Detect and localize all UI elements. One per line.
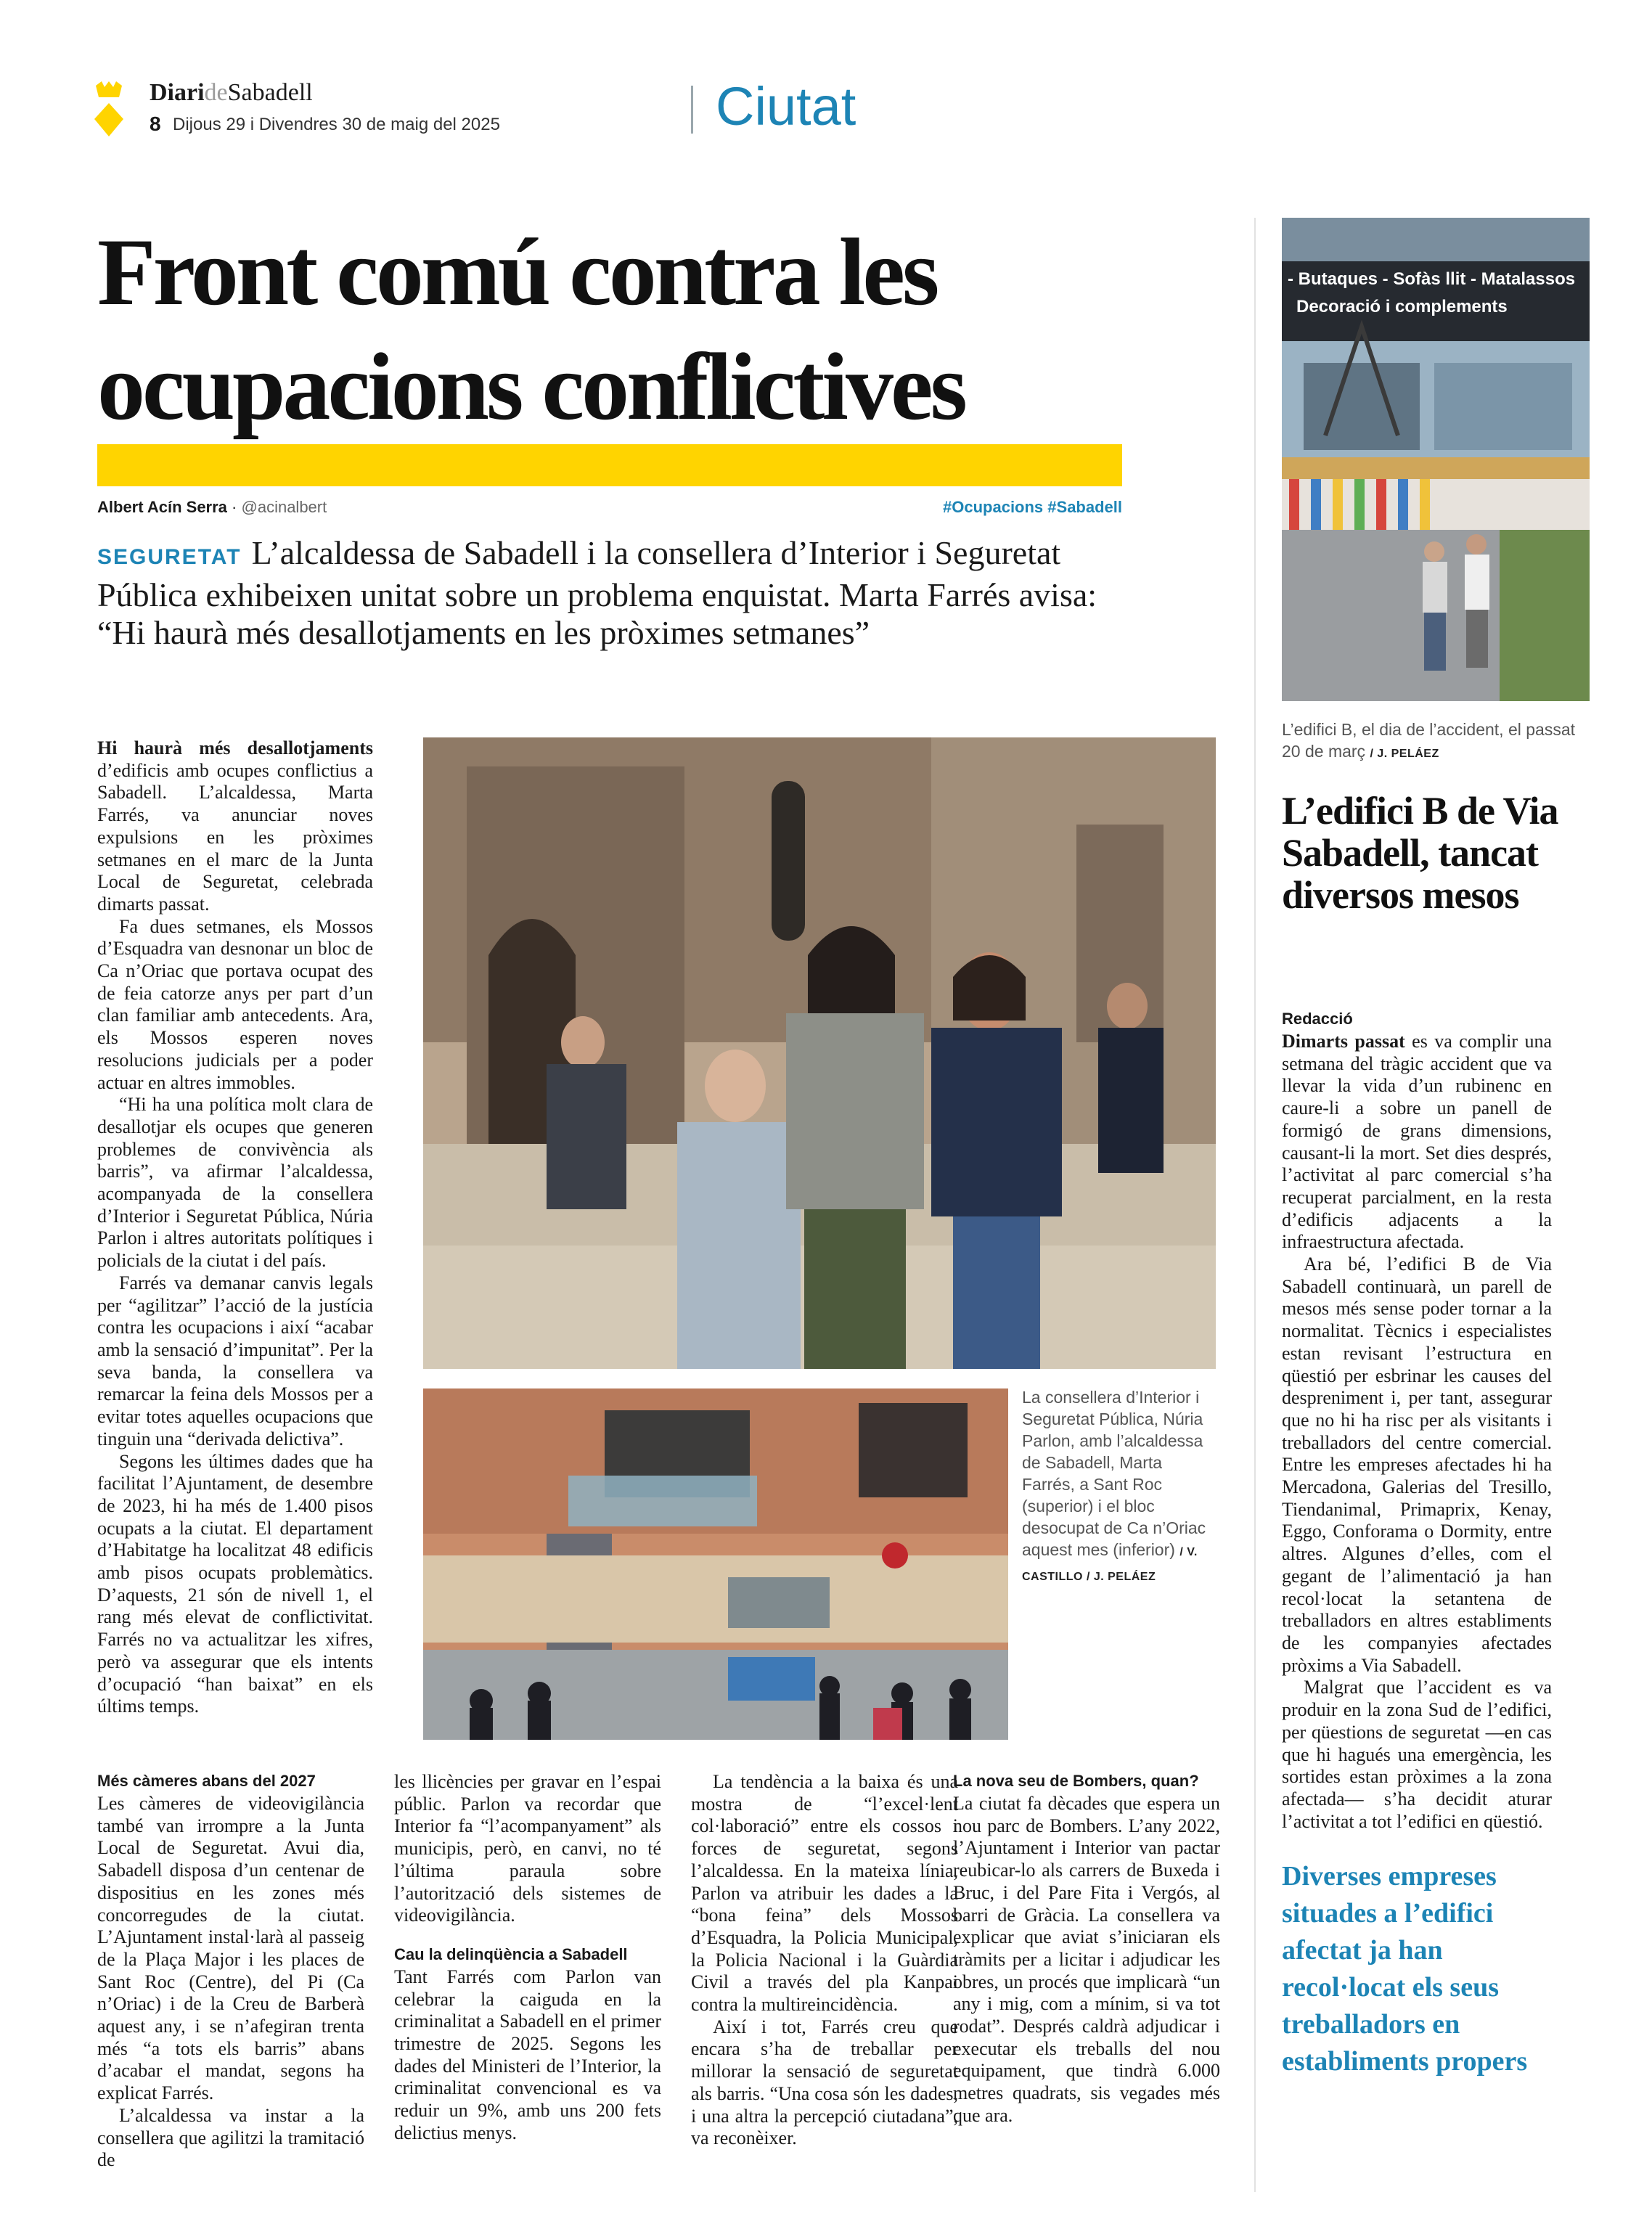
- article-column-5: [953, 1771, 1220, 2127]
- lead-in: Hi haurà més desallotjaments: [97, 737, 373, 758]
- paragraph: les llicències per gravar en l’espai públic. Parlon va recordar que Interior fa “l’acompanyament” als municipis, però, en canvi, no té l’última paraula sobre l’autorització dels sistemes de videovigilància.: [394, 1771, 661, 1926]
- sidebar-body: [1282, 1031, 1552, 1833]
- photo-caption: [1022, 1386, 1219, 1588]
- paragraph: La tendència a la baixa és una mostra de “l’excel·lent col·laboració” entre els cossos i forces de seguretat, segons l’alcaldessa. En la mateixa línia, Parlon va atribuir les dades a la “bona feina” dels Mossos d’Esquadra, la Policia Municipal, la Policia Nacional i la Guàrdia Civil a través del pla Kanpai contra la multireincidència.: [691, 1771, 958, 2016]
- article-column-1: [97, 737, 373, 1718]
- paragraph: es va complir una setmana del tràgic accident que va llevar la vida d’un rubinenc en caure-li a sobre un panell de formigó de grans dimensions, causant-li la mort. Set dies després, l’activitat al parc comercial s’ha recuperat parcialment, en la resta d’edificis adjacents a la infraestructura afectada.: [1282, 1031, 1552, 1253]
- building-photo-eviction: [423, 1388, 1008, 1740]
- headline: [97, 215, 1186, 444]
- sidebar-lead-in: Dimarts passat: [1282, 1031, 1405, 1052]
- sidebar-photo-caption: [1282, 719, 1579, 765]
- diari-logo-icon: [93, 81, 125, 139]
- subhead-cameras: Més càmeres abans del 2027: [97, 1772, 316, 1790]
- paragraph: “Hi ha una política molt clara de desallotjar els ocupes que generen problemes de convivència als barris”, va afirmar l’alcaldessa, acompanyada de la consellera d’Interior i Seguretat Pública, Núria Parlon i altres autoritats polítiques i policials de la ciutat i del país.: [97, 1094, 373, 1272]
- byline-separator: ·: [232, 498, 237, 516]
- paragraph: Així i tot, Farrés creu que encara s’ha de treballar per millorar la sensació de seguretat als barris. “Una cosa són les dades, i una altra la percepció ciutadana”, va reconèixer.: [691, 2016, 958, 2149]
- headline-highlight-bar: [97, 444, 1122, 486]
- standfirst: [97, 534, 1128, 652]
- article-column-3: [394, 1771, 661, 2145]
- issue-date: Dijous 29 i Divendres 30 de maig del 2025: [173, 115, 500, 134]
- sidebar-pullquote: Diverses empreses situades a l’edifici afectat ja han recol·locat els seus treballadors en establiments propers: [1282, 1861, 1528, 2077]
- section-divider: [691, 86, 693, 134]
- article-column-2: [97, 1771, 364, 2172]
- paragraph: Farrés va demanar canvis legals per “agilitzar” l’acció de la justícia contra les ocupacions i així “acabar amb la sensació d’impunitat”. Per la seva banda, la consellera va remarcar la feina dels Mossos per a evitar totes aquelles ocupacions que tinguin una “derivada delictiva”.: [97, 1272, 373, 1449]
- paragraph: Tant Farrés com Parlon van celebrar la caiguda en la criminalitat a Sabadell en el primer trimestre de 2025. Segons les dades del Ministeri de l’Interior, la criminalitat convencional es va reduir un 9%, amb uns 200 fets delictius menys.: [394, 1966, 661, 2143]
- byline: [97, 496, 327, 518]
- article-column-4: [691, 1771, 958, 2150]
- paragraph: Fa dues setmanes, els Mossos d’Esquadra van desnonar un bloc de Ca n’Oriac que portava ocupat des de feia catorze anys per part d’un clan familiar amb antecedents. Ara, els Mossos esperen noves resolucions judicials per a poder actuar en altres immobles.: [97, 915, 373, 1093]
- hashtags[interactable]: #Ocupacions #Sabadell: [943, 498, 1122, 516]
- paragraph: Malgrat que l’accident es va produir en la zona Sud de l’edifici, per qüestions de seguretat —en cas que hi hagués una emergència, les sortides estan pròximes a la zona afectada— s’ha decidit aturar l’activitat a tot l’edifici en qüestió.: [1282, 1677, 1552, 1832]
- standfirst-text: L’alcaldessa de Sabadell i la consellera d’Interior i Seguretat Pública exhibeixen unitat sobre un problema enquistat. Marta Farrés avisa: “Hi haurà més desallotjaments en les pròximes setmanes”: [97, 534, 1097, 651]
- page-number: 8: [150, 113, 161, 135]
- sidebar-photo-sign-1: - Butaques - Sofàs llit - Matalassos: [1288, 269, 1576, 289]
- paragraph: Les càmeres de videovigilància també van irrompre a la Junta Local de Seguretat. Avui dia, Sabadell disposa d’un centenar de dispositius en les zones més concorregudes de la ciutat. L’Ajuntament instal·larà al passeig de la Plaça Major i les places de Sant Roc (Centre), del Pi (Ca n’Oriac) i de la Creu de Barberà aquest any, i se n’afegiran trenta més “a tots els barris” abans d’acabar el mandat, segons ha explicat Farrés.: [97, 1793, 364, 2104]
- paragraph: d’edificis amb ocupes conflictius a Sabadell. L’alcaldessa, Marta Farrés, va anunciar noves expulsions en les pròximes setmanes en el marc de la Junta Local de Seguretat, celebrada dimarts passat.: [97, 759, 373, 915]
- photo-credit: / V. CASTILLO / J. PELÁEZ: [1022, 1546, 1198, 1583]
- caption-text: La consellera d’Interior i Seguretat Pública, Núria Parlon, amb l’alcaldessa de Sabadell, Marta Farrés, a Sant Roc (superior) i el bloc desocupat de Ca n’Oriac aquest mes (inferior): [1022, 1388, 1206, 1559]
- sidebar-title: L’edifici B de Via Sabadell, tancat diversos mesos: [1282, 789, 1558, 917]
- headline-line-1: Front comú contra les: [97, 218, 937, 325]
- sidebar-photo-via-sabadell: [1282, 218, 1590, 701]
- author-handle[interactable]: @acinalbert: [241, 498, 327, 516]
- caption-text: L’edifici B, el dia de l’accident, el passat 20 de març: [1282, 720, 1576, 761]
- headline-line-2: ocupacions conflictives: [97, 333, 965, 440]
- section-title: Ciutat: [716, 76, 856, 136]
- paragraph: La ciutat fa dècades que espera un nou parc de Bombers. L’any 2022, l’Ajuntament i Interior van pactar reubicar-lo als carrers de Buxeda i Bruc, i del Pare Fita i Vergós, al barri de Gràcia. La consellera va explicar que aviat s’iniciaran els tràmits per a licitar i adjudicar les obres, un procés que implicarà “un any i mig, com a mínim, si va tot rodat”. Després caldrà adjudicar i executar els treballs del nou equipament, que tindrà 6.000 metres quadrats, sis vegades més que ara.: [953, 1793, 1220, 2126]
- author-name: Albert Acín Serra: [97, 498, 227, 516]
- subhead-firefighters: La nova seu de Bombers, quan?: [953, 1772, 1199, 1790]
- paragraph: Segons les últimes dades que ha facilitat l’Ajuntament, de desembre de 2023, hi ha més de 1.400 pisos ocupats a la ciutat. El departament d’Habitatge ha localitzat 48 edificis amb pisos ocupats problemàtics. D’aquests, 21 són de nivell 1, el rang més elevat de conflictivitat. Farrés no va actualitzar les xifres, però va assegurar que els intents d’ocupació “han baixat” en els últims temps.: [97, 1450, 373, 1717]
- paragraph: Ara bé, l’edifici B de Via Sabadell continuarà, un parell de mesos més sense poder tornar a la normalitat. Tècnics i especialistes estan revisant l’estructura en qüestió per esbrinar les causes del despreniment i, per tant, assegurar que no hi ha risc per als visitants i treballadors del centre comercial. Entre les empreses afectades hi ha Mercadona, Galerias del Tresillo, Tiendanimal, Primaprix, Kenay, Eggo, Conforama o Dormity, entre altres. Algunes d’elles, com el gegant de l’alimentació ja han recol·locat la setantena de treballadors en altres establiments de les companyies afectades pròxims a Via Sabadell.: [1282, 1253, 1552, 1676]
- main-photo-officials: [423, 737, 1216, 1369]
- brand-name: DiarideSabadell: [150, 79, 313, 106]
- kicker: SEGURETAT: [97, 545, 242, 569]
- sidebar-divider: [1254, 218, 1256, 2192]
- sidebar-author: Redacció: [1282, 1010, 1353, 1028]
- subhead-crime: Cau la delinqüència a Sabadell: [394, 1944, 628, 1963]
- sidebar-photo-sign-2: Decoració i complements: [1296, 297, 1508, 316]
- sidebar-photo-credit: / J. PELÁEZ: [1370, 748, 1439, 760]
- paragraph: L’alcaldessa va instar a la consellera que agilitzi la tramitació de: [97, 2104, 364, 2171]
